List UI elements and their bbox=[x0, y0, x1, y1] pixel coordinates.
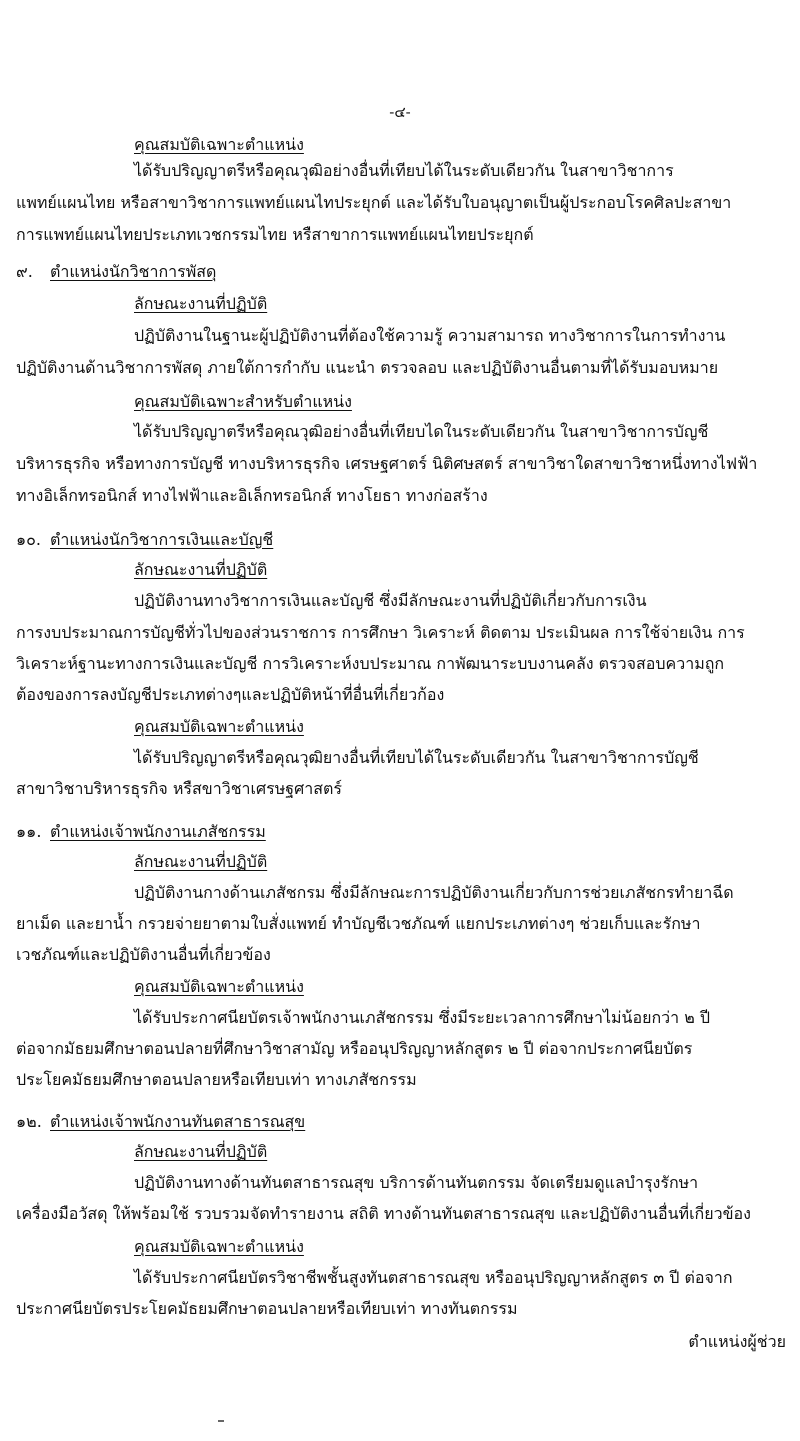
paragraph-line: ปฏิบัติงานทางวิชาการเงินและบัญชี ซึ่งมีลักษณะงานที่ปฏิบัติเกี่ยวกับการเงิน bbox=[134, 591, 647, 610]
paragraph-line: การงบประมาณการบัญชีทั่วไปของส่วนราชการ การศึกษา วิเคราะห์ ติดตาม ประเมินผล การใช้จ่ายเงิน การ bbox=[16, 623, 745, 642]
paragraph-line: ต่อจากมัธยมศึกษาตอนปลายที่ศึกษาวิชาสามัญ หรืออนุปริญญาหลักสูตร ๒ ปี ต่อจากประกาศนียบัตร bbox=[16, 1039, 693, 1058]
paragraph-line: ประโยคมัธยมศึกษาตอนปลายหรือเทียบเท่า ทางเภสัชกรรม bbox=[16, 1070, 417, 1089]
paragraph-line: ปฏิบัติงานด้านวิชาการพัสดุ ภายใต้การกำกับ แนะนำ ตรวจลอบ และปฏิบัติงานอื่นตามที่ได้รับมอบหมาย bbox=[16, 358, 719, 377]
duty-heading: ลักษณะงานที่ปฏิบัติ bbox=[134, 852, 268, 871]
paragraph-line: เครื่องมือวัสดุ ให้พร้อมใช้ รวบรวมจัดทำรายงาน สถิติ ทางด้านทันตสาธารณสุข และปฏิบัติงานอื่นที่เกี่ยวข้อง bbox=[16, 1204, 751, 1223]
paragraph-line: ได้รับประกาศนียบัตรวิชาชีพชั้นสูงทันตสาธารณสุข หรืออนุปริญญาหลักสูตร ๓ ปี ต่อจาก bbox=[134, 1268, 733, 1287]
paragraph-line: เวชภัณฑ์และปฏิบัติงานอื่นที่เกี่ยวข้อง bbox=[16, 945, 271, 964]
qualification-heading: คุณสมบัติเฉพาะตำแหน่ง bbox=[134, 1237, 304, 1256]
paragraph-line: ได้รับปริญญาตรีหรือคุณวุฒิยางอื่นที่เทียบได้ในระดับเดียวกัน ในสาขาวิชาการบัญชี bbox=[134, 748, 699, 767]
paragraph-line: ได้รับประกาศนียบัตรเจ้าพนักงานเภสัชกรรม ซึ่งมีระยะเวลาการศึกษาไม่น้อยกว่า ๒ ปี bbox=[134, 1008, 710, 1027]
paragraph-line: ทางอิเล็กทรอนิกส์ ทางไฟฟ้าและอิเล็กทรอนิกส์ ทางโยธา ทางก่อสร้าง bbox=[16, 486, 488, 505]
section-heading bbox=[16, 530, 273, 550]
section-number: ๑๒. bbox=[16, 1112, 42, 1131]
section-heading bbox=[16, 262, 216, 282]
paragraph-line: แพทย์แผนไทย หรือสาขาวิชาการแพทย์แผนไทประยุกต์ และได้รับใบอนุญาตเป็นผู้ประกอบโรคศิลปะสาขา bbox=[16, 193, 732, 212]
section-title: ตำแหน่งเจ้าพนักงานทันตสาธารณสุข bbox=[50, 1112, 306, 1131]
paragraph-line: ยาเม็ด และยาน้ำ กรวยจ่ายยาตามใบสั่งแพทย์ ทำบัญชีเวชภัณฑ์ แยกประเภทต่างๆ ช่วยเก็บและรักษา bbox=[16, 914, 701, 933]
page-continuation-text: ตำแหน่งผู้ช่วย bbox=[688, 1332, 786, 1351]
section-title: ตำแหน่งนักวิชาการพัสดุ bbox=[50, 262, 217, 281]
qualification-heading: คุณสมบัติเฉพาะตำแหน่ง bbox=[134, 717, 304, 736]
page-number: -๔- bbox=[389, 103, 411, 121]
paragraph-line: ได้รับปริญญาตรีหรือคุณวุฒิอย่างอื่นที่เทียบไดในระดับเดียวกัน ในสาขาวิชาการบัญชี bbox=[134, 422, 709, 441]
section-number: ๙. bbox=[16, 262, 33, 281]
section-heading bbox=[16, 1112, 305, 1132]
duty-heading: ลักษณะงานที่ปฏิบัติ bbox=[134, 560, 268, 579]
paragraph-line: ปฏิบัติงานในฐานะผู้ปฏิบัติงานที่ต้องใช้ความรู้ ความสามารถ ทางวิชาการในการทำงาน bbox=[134, 326, 726, 345]
qualification-heading: คุณสมบัติเฉพาะตำแหน่ง bbox=[134, 135, 304, 154]
paragraph-line: สาขาวิชาบริหารธุรกิจ หรืสขาวิชาเศรษฐศาสตร์ bbox=[16, 779, 343, 798]
scan-speck bbox=[218, 1420, 224, 1422]
section-title: ตำแหน่งเจ้าพนักงานเภสัชกรรม bbox=[50, 822, 266, 841]
paragraph-line: ประกาศนียบัตรประโยคมัธยมศึกษาตอนปลายหรือเทียบเท่า ทางทันตกรรม bbox=[16, 1299, 518, 1318]
paragraph-line: การแพทย์แผนไทยประเภทเวชกรรมไทย หรืสาขาการแพทย์แผนไทยประยุกต์ bbox=[16, 225, 534, 244]
paragraph-line: วิเคราะห์ฐานะทางการเงินและบัญชี การวิเคราะห์งบประมาณ กาพัฒนาระบบงานคลัง ตรวจสอบความถูก bbox=[16, 654, 725, 673]
section-heading bbox=[16, 822, 266, 842]
paragraph-line: ปฏิบัติงานกางด้านเภสัชกรม ซึ่งมีลักษณะการปฏิบัติงานเกี่ยวกับการช่วยเภสัชกรทำยาฉีด bbox=[134, 883, 734, 902]
qualification-heading: คุณสมบัติเฉพาะสำหรับตำแหน่ง bbox=[134, 392, 352, 411]
section-title: ตำแหน่งนักวิชาการเงินและบัญชี bbox=[50, 530, 274, 549]
duty-heading: ลักษณะงานที่ปฏิบัติ bbox=[134, 1142, 268, 1161]
qualification-heading: คุณสมบัติเฉพาะตำแหน่ง bbox=[134, 977, 304, 996]
paragraph-line: ต้องของการลงบัญชีประเภทต่างๆและปฏิบัติหน้าที่อื่นที่เกี่ยวก้อง bbox=[16, 685, 445, 704]
section-number: ๑๑. bbox=[16, 822, 42, 841]
duty-heading: ลักษณะงานที่ปฏิบัติ bbox=[134, 294, 268, 313]
paragraph-line: ปฏิบัติงานทางด้านทันตสาธารณสุข บริการด้านทันตกรรม จัดเตรียมดูแลบำรุงรักษา bbox=[134, 1173, 699, 1192]
section-number: ๑๐. bbox=[16, 530, 42, 549]
paragraph-line: บริหารธุรกิจ หรือทางการบัญชี ทางบริหารธุรกิจ เศรษฐศาตร์ นิติศษสตร์ สาขาวิชาใดสาขาวิชาหนึ่งทางไฟฟ้า bbox=[16, 454, 758, 473]
paragraph-line: ได้รับปริญญาตรีหรือคุณวุฒิอย่างอื่นที่เทียบได้ในระดับเดียวกัน ในสาขาวิชาการ bbox=[134, 161, 674, 180]
